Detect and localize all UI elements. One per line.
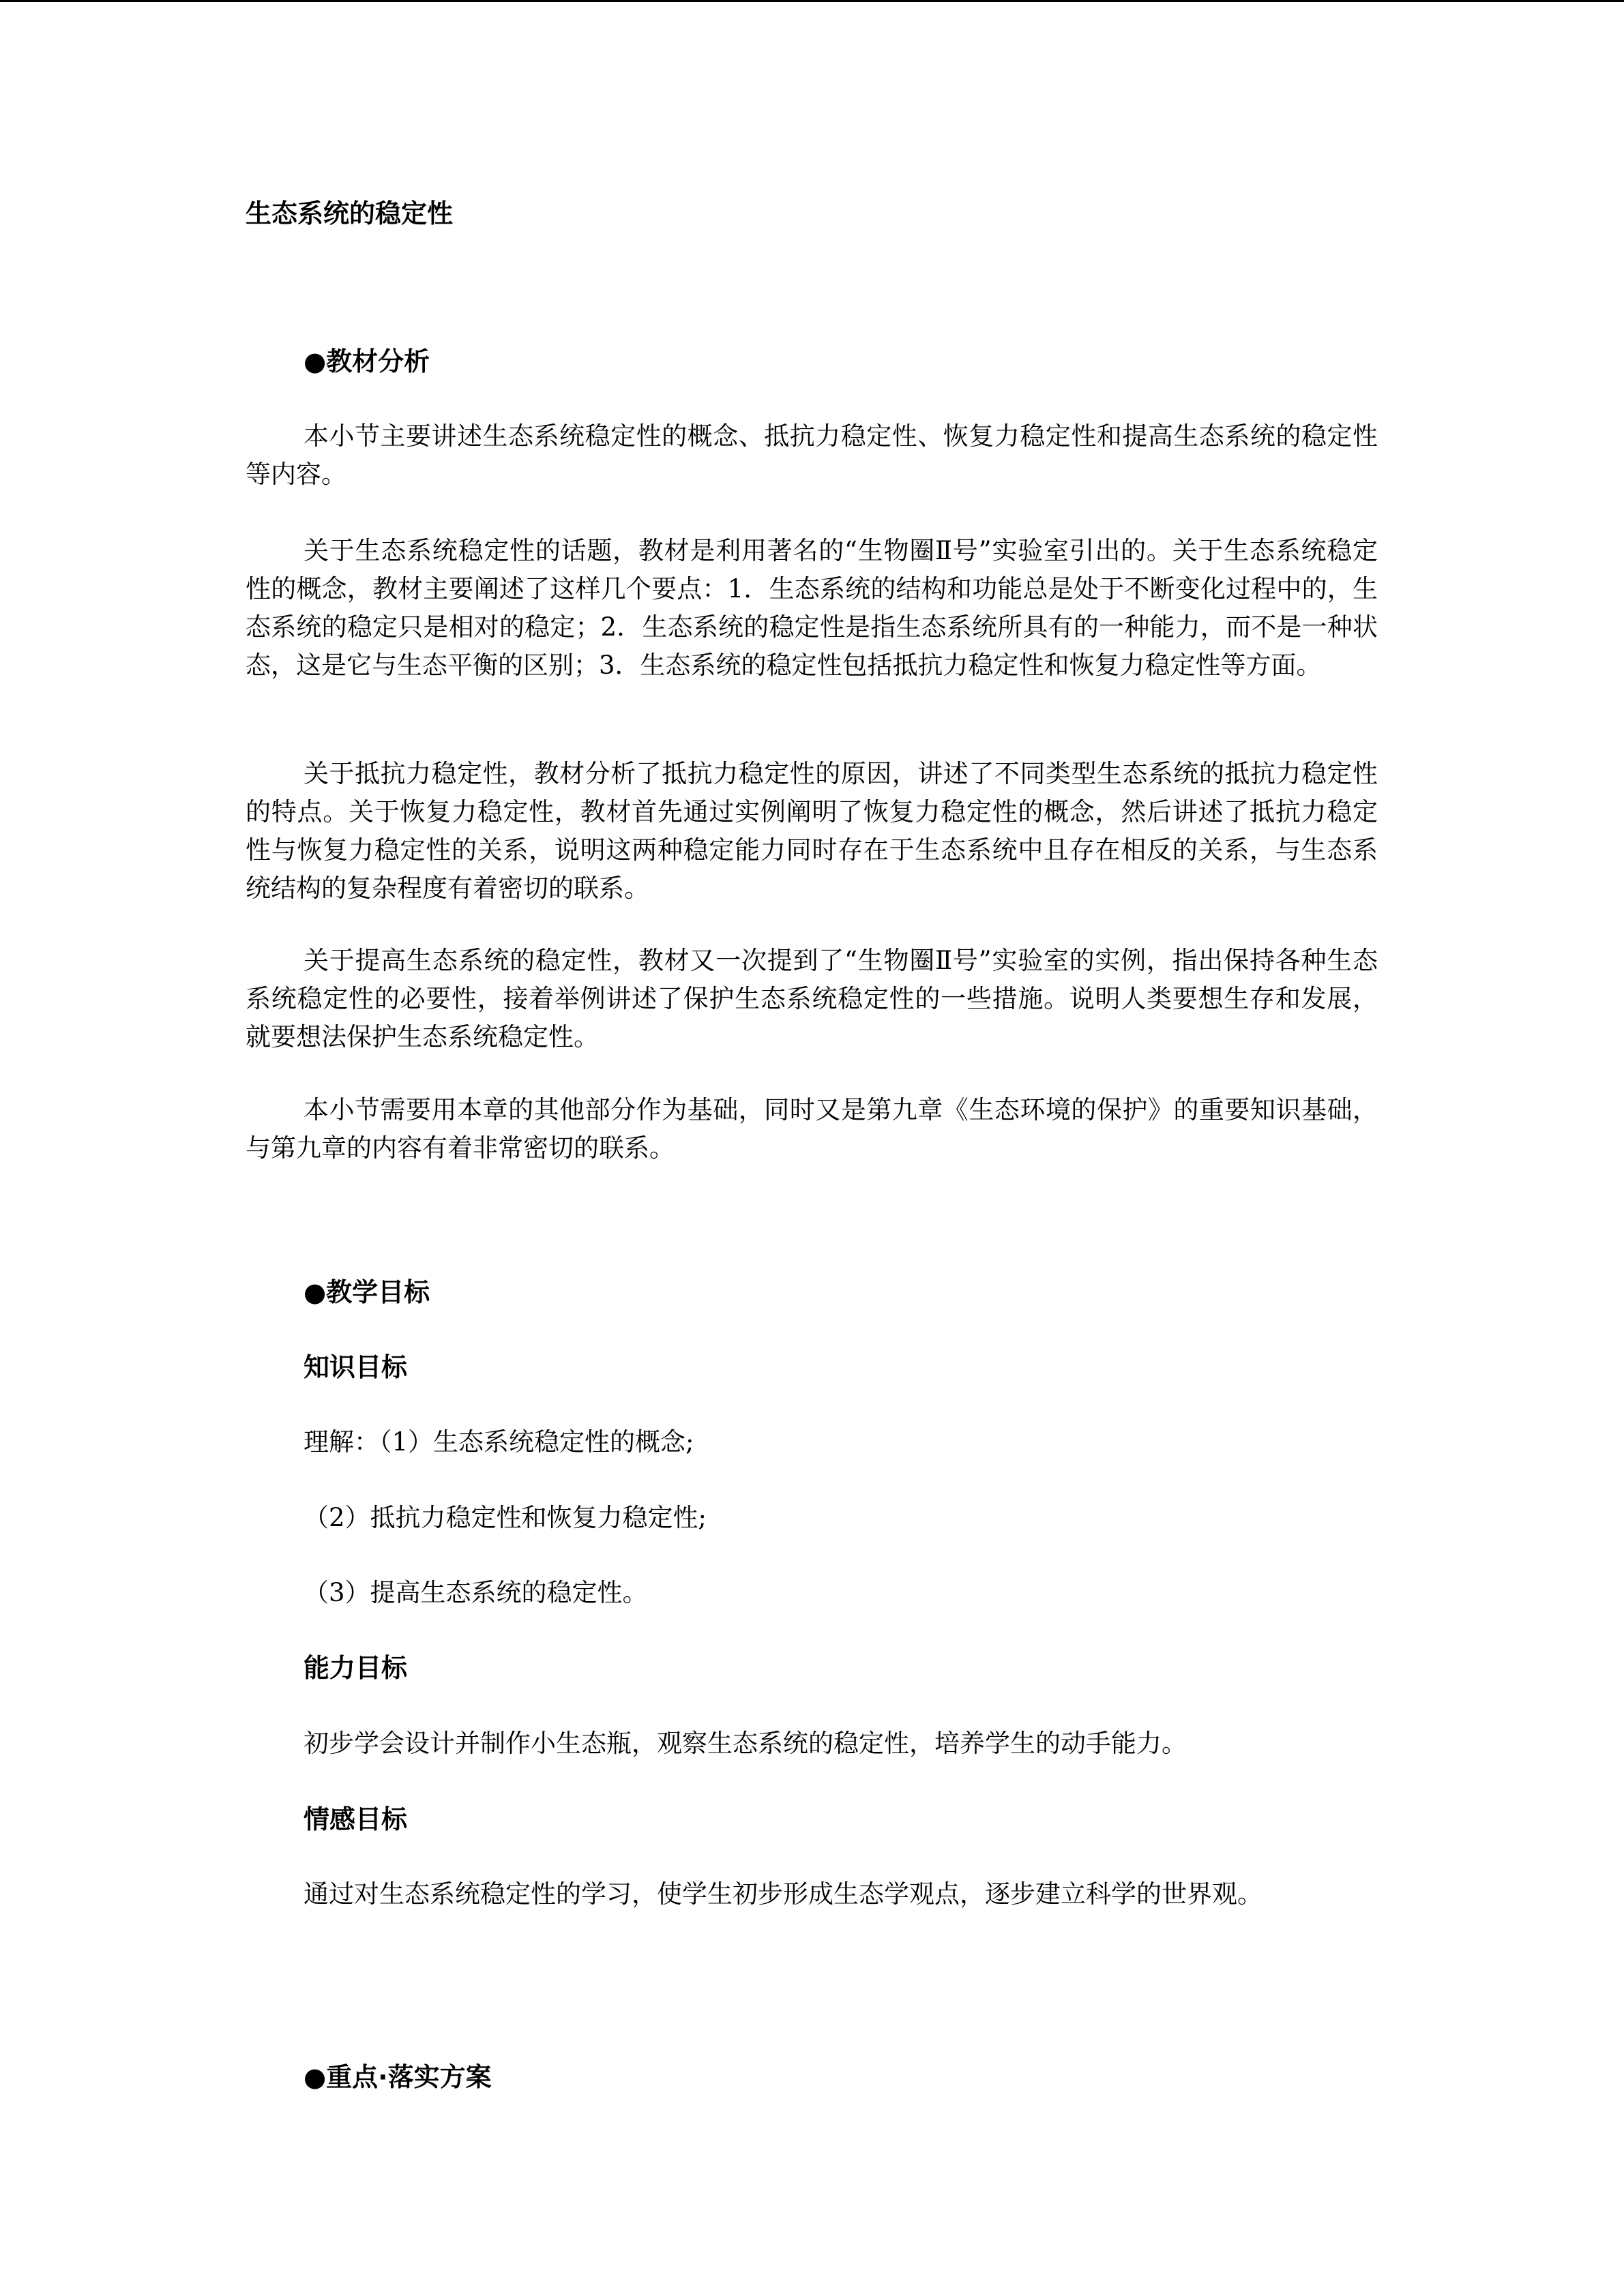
knowledge-goal-item: （2）抵抗力稳定性和恢复力稳定性;	[304, 1503, 707, 1532]
paragraph-improve-stability: 关于提高生态系统的稳定性，教材又一次提到了“生物圈Ⅱ号”实验室的实例，指出保持各种生态系统稳定性的必要性，接着举例讲述了保护生态系统稳定性的一些措施。说明人类要想生存和发展，就要想法保护生态系统稳定性。	[246, 946, 1378, 1052]
subheading-knowledge-goals: 知识目标	[304, 1352, 408, 1382]
knowledge-goal-item: （3）提高生态系统的稳定性。	[304, 1578, 648, 1607]
ability-goal-text: 初步学会设计并制作小生态瓶，观察生态系统的稳定性，培养学生的动手能力。	[304, 1729, 1187, 1758]
subheading-ability-goals: 能力目标	[304, 1653, 408, 1683]
paragraph-overview: 本小节主要讲述生态系统稳定性的概念、抵抗力稳定性、恢复力稳定性和提高生态系统的稳定性等内容。	[246, 421, 1378, 489]
document-title: 生态系统的稳定性	[246, 198, 454, 228]
knowledge-goal-item: 理解：（1）生态系统稳定性的概念;	[304, 1427, 694, 1457]
paragraph-stability-concept: 关于生态系统稳定性的话题，教材是利用著名的“生物圈Ⅱ号”实验室引出的。关于生态系统稳定性的概念，教材主要阐述了这样几个要点：1．生态系统的结构和功能总是处于不断变化过程中的，生态系统的稳定只是相对的稳定；2．生态系统的稳定性是指生态系统所具有的一种能力，而不是一种状态，这是它与生态平衡的区别；3．生态系统的稳定性包括抵抗力稳定性和恢复力稳定性等方面。	[246, 536, 1378, 680]
paragraph-chapter-relation: 本小节需要用本章的其他部分作为基础，同时又是第九章《生态环境的保护》的重要知识基础，与第九章的内容有着非常密切的联系。	[246, 1095, 1378, 1163]
paragraph-resistance-resilience: 关于抵抗力稳定性，教材分析了抵抗力稳定性的原因，讲述了不同类型生态系统的抵抗力稳定性的特点。关于恢复力稳定性，教材首先通过实例阐明了恢复力稳定性的概念，然后讲述了抵抗力稳定性与恢复力稳定性的关系，说明这两种稳定能力同时存在于生态系统中且存在相反的关系，与生态系统结构的复杂程度有着密切的联系。	[246, 759, 1378, 903]
emotion-goal-text: 通过对生态系统稳定性的学习，使学生初步形成生态学观点，逐步建立科学的世界观。	[304, 1879, 1263, 1909]
subheading-emotion-goals: 情感目标	[304, 1804, 408, 1834]
section-heading-teaching-goals: ●教学目标	[304, 1277, 430, 1307]
section-heading-key-points: ●重点·落实方案	[304, 2062, 492, 2092]
page-top-border	[0, 0, 1624, 2]
section-heading-material-analysis: ●教材分析	[304, 346, 430, 376]
